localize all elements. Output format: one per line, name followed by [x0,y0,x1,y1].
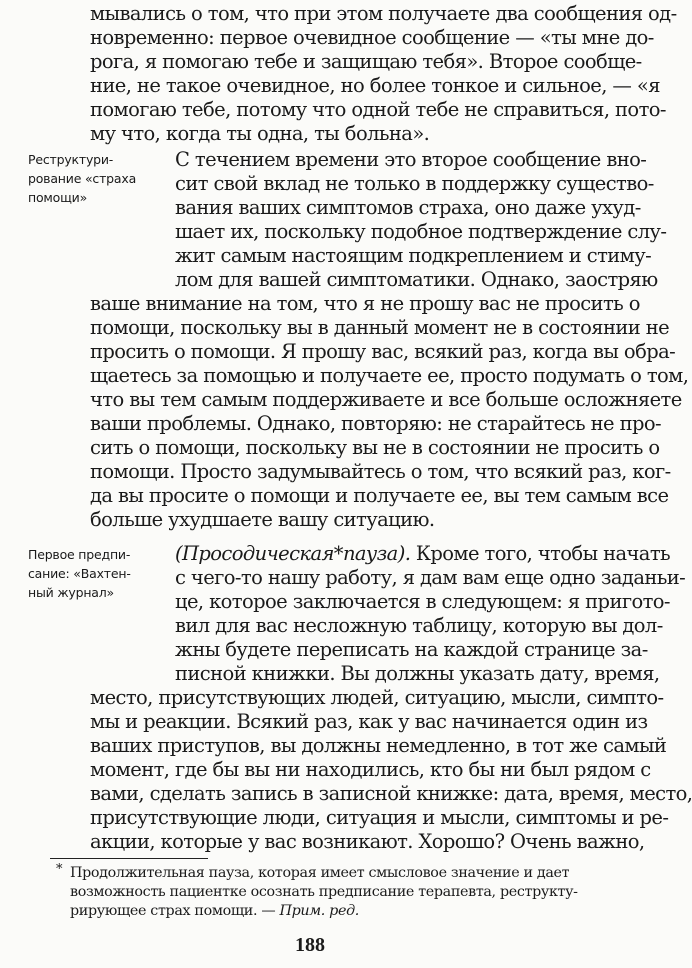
text-line: вания ваших симптомов страха, оно даже ухуд- [175,196,641,219]
margin-note-line: сание: «Вахтен- [28,566,131,581]
text-line: шает их, поскольку подобное подтверждение слу- [175,220,667,243]
margin-note-line: ный журнал» [28,585,115,600]
text-line: помогаю тебе, потому что одной тебе не справиться, пото- [90,98,666,121]
text-line: лом для вашей симптоматики. Однако, заостряю [175,268,658,291]
text-line: рога, я помогаю тебе и защищаю тебя». Второе сообще- [90,50,642,73]
text-line: ваших приступов, вы должны немедленно, в тот же самый [90,734,667,757]
text-line: ваши проблемы. Однако, повторяю: не старайтесь не про- [90,412,661,435]
page-number: 188 [295,934,325,956]
text-line: помощи, поскольку вы в данный момент не в состоянии не [90,316,670,339]
text-line: мывались о том, что при этом получаете два сообщения од- [90,2,677,25]
text-line: сит свой вклад не только в поддержку существо- [175,172,654,195]
text-line: му что, когда ты одна, ты больна». [90,122,430,145]
text-line: что вы тем самым поддерживаете и все больше осложняете [90,388,682,411]
text-line: жны будете переписать на каждой странице за- [175,638,648,661]
text-line: акции, которые у вас возникают. Хорошо? Очень важно, [90,830,645,853]
text-line: новременно: первое очевидное сообщение — «ты мне до- [90,26,654,49]
footnote-line: Продолжительная пауза, которая имеет смысловое значение и дает [70,865,570,881]
text-line: место, присутствующих людей, ситуацию, мысли, симпто- [90,686,664,709]
text-line: больше ухудшаете вашу ситуацию. [90,508,435,531]
margin-note-line: рование «страха [28,171,137,186]
text-line: с чего-то нашу работу, я дам вам еще одно заданьи- [175,566,686,589]
footnote-text: рирующее страх помощи. — [70,903,280,919]
text-line: помощи. Просто задумывайтесь о том, что всякий раз, ког- [90,460,671,483]
text-line: ваше внимание на том, что я не прошу вас не просить о [90,292,640,315]
text-line: да вы просите о помощи и получаете ее, вы тем самым все [90,484,669,507]
margin-note-restructuring [28,150,168,207]
footnote-marker: * [56,862,63,877]
footnote-line [70,902,359,921]
margin-note-line: Реструктури- [28,152,114,167]
margin-note-prescription [28,545,168,602]
text-line: сить о помощи, поскольку вы не в состоянии не просить о [90,436,660,459]
text-line: ние, не такое очевидное, но более тонкое и сильное, — «я [90,74,660,97]
footnote-rule [50,858,208,859]
margin-note-line: Первое предпи- [28,547,131,562]
text-line: С течением времени это второе сообщение вно- [175,148,647,171]
text-line: мы и реакции. Всякий раз, как у вас начинается один из [90,710,648,733]
text-line: жит самым настоящим подкреплением и стиму- [175,244,652,267]
text-line: просить о помощи. Я прошу вас, всякий раз, когда вы обра- [90,340,676,363]
text-line: момент, где бы вы ни находились, кто бы ни был рядом с [90,758,651,781]
text-line: вами, сделать запись в записной книжке: дата, время, место, [90,782,692,805]
margin-note-line: помощи» [28,190,88,205]
footnote-line: возможность пациентке осознать предписание терапевта, реструкту- [70,884,578,900]
text-line [175,542,670,565]
text-line: присутствующие люди, ситуация и мысли, симптомы и ре- [90,806,669,829]
text-line: вил для вас несложную таблицу, которую вы дол- [175,614,663,637]
first-line-rest: Кроме того, чтобы начать [410,542,671,565]
prosodic-pause-lead: (Просодическая*пауза). [175,542,411,565]
text-line: це, которое заключается в следующем: я пригото- [175,590,670,613]
text-line: писной книжки. Вы должны указать дату, время, [175,662,660,685]
footnote-attribution: Прим. ред. [279,903,360,919]
text-line: щаетесь за помощью и получаете ее, просто подумать о том, [90,364,689,387]
